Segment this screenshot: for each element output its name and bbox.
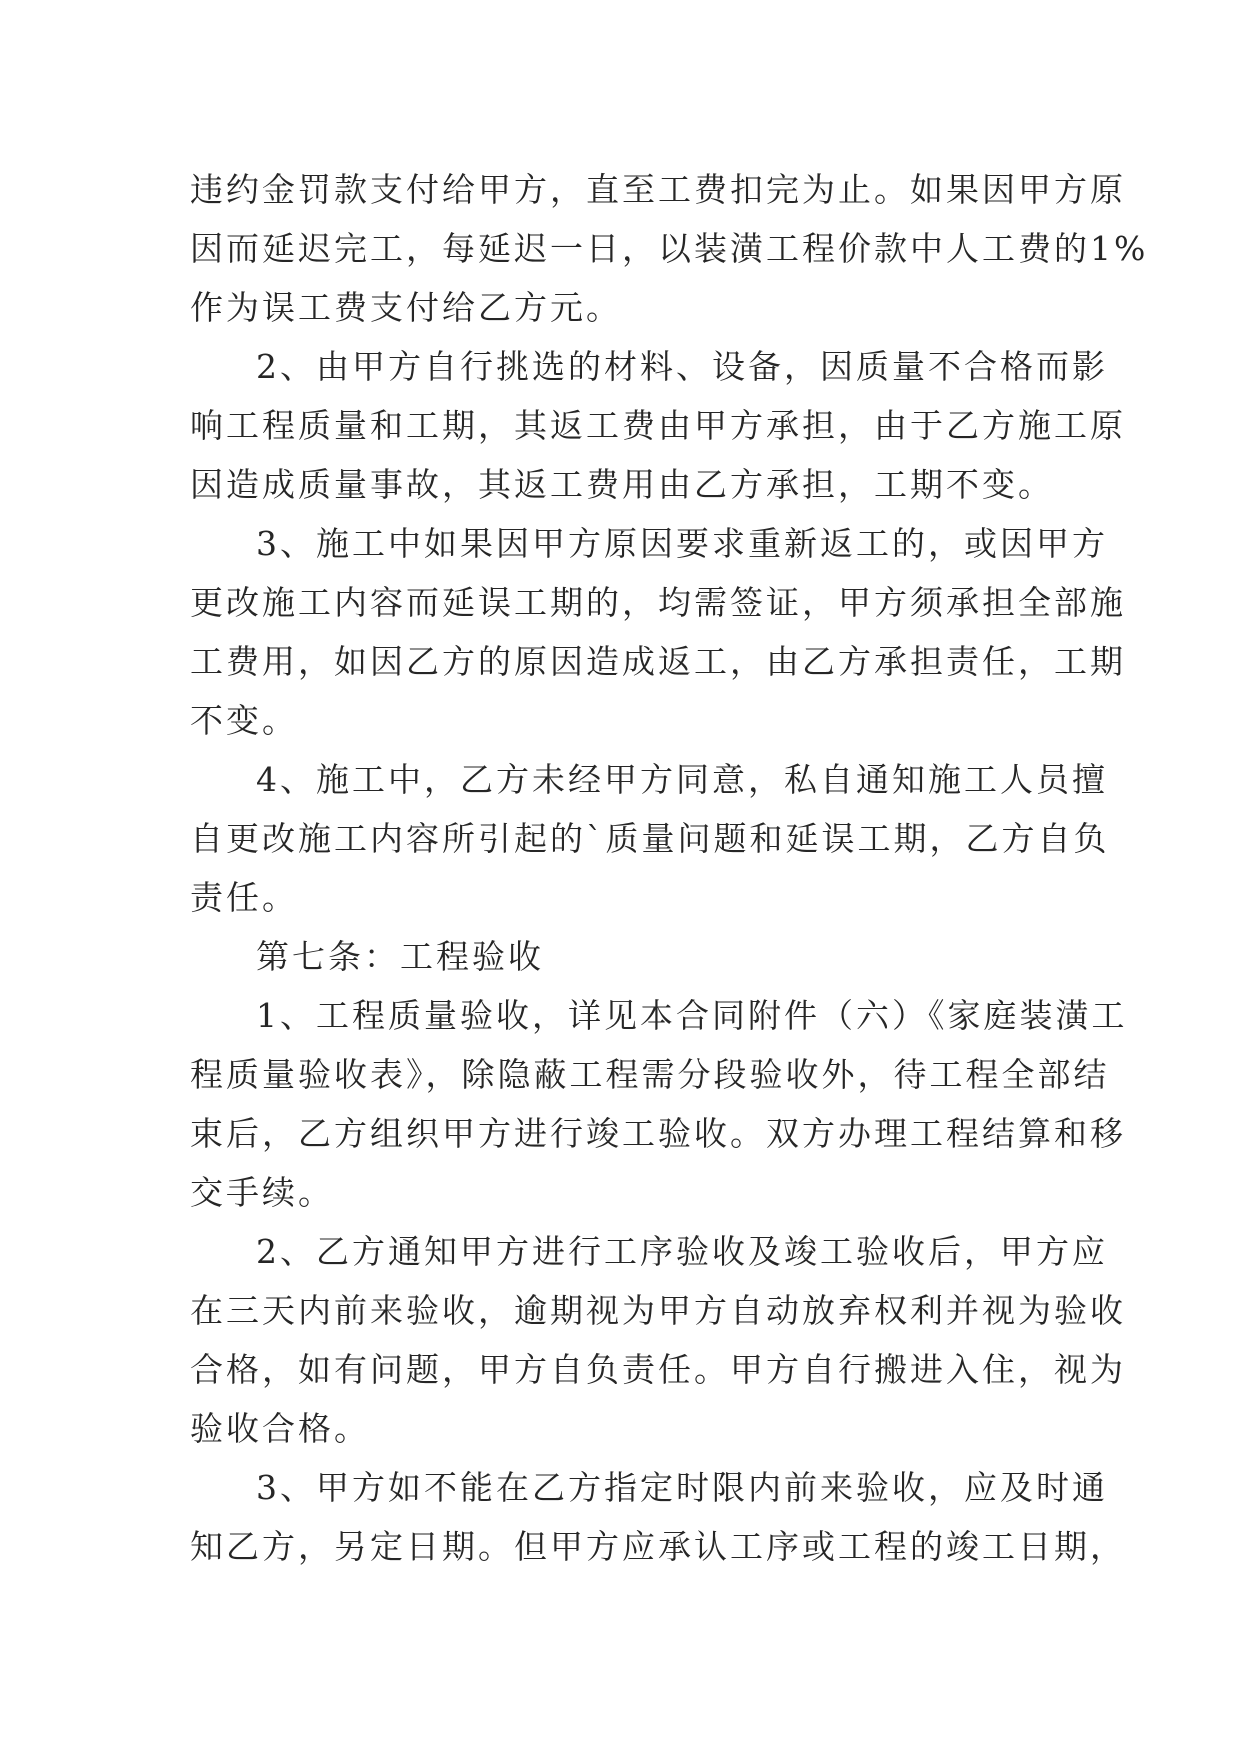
section-heading: 第七条：工程验收 bbox=[256, 937, 544, 976]
text-line: 2、由甲方自行挑选的材料、设备，因质量不合格而影 bbox=[256, 347, 1108, 386]
text-line: 违约金罚款支付给甲方，直至工费扣完为止。如果因甲方原 bbox=[190, 170, 1126, 209]
text-line: 因造成质量事故，其返工费用由乙方承担，工期不变。 bbox=[190, 465, 1054, 504]
text-line: 验收合格。 bbox=[190, 1409, 370, 1448]
text-line: 束后，乙方组织甲方进行竣工验收。双方办理工程结算和移 bbox=[190, 1114, 1126, 1153]
text-line: 3、施工中如果因甲方原因要求重新返工的，或因甲方 bbox=[256, 524, 1108, 563]
text-line: 责任。 bbox=[190, 878, 298, 917]
text-line: 工费用，如因乙方的原因造成返工，由乙方承担责任，工期 bbox=[190, 642, 1126, 681]
text-line: 2、乙方通知甲方进行工序验收及竣工验收后，甲方应 bbox=[256, 1232, 1108, 1271]
text-line: 1、工程质量验收，详见本合同附件（六）《家庭装潢工 bbox=[256, 996, 1128, 1035]
text-line: 交手续。 bbox=[190, 1173, 334, 1212]
contract-body bbox=[190, 160, 1149, 1576]
text-line: 自更改施工内容所引起的`质量问题和延误工期，乙方自负 bbox=[190, 819, 1110, 858]
text-line: 3、甲方如不能在乙方指定时限内前来验收，应及时通 bbox=[256, 1468, 1108, 1507]
text-line: 响工程质量和工期，其返工费由甲方承担，由于乙方施工原 bbox=[190, 406, 1126, 445]
text-line: 合格，如有问题，甲方自负责任。甲方自行搬进入住，视为 bbox=[190, 1350, 1126, 1389]
text-line: 4、施工中，乙方未经甲方同意，私自通知施工人员擅 bbox=[256, 760, 1108, 799]
text-line: 因而延迟完工，每延迟一日，以装潢工程价款中人工费的1% bbox=[190, 229, 1149, 268]
text-line: 更改施工内容而延误工期的，均需签证，甲方须承担全部施 bbox=[190, 583, 1126, 622]
text-line: 作为误工费支付给乙方元。 bbox=[190, 288, 622, 327]
text-line: 不变。 bbox=[190, 701, 298, 740]
text-line: 知乙方，另定日期。但甲方应承认工序或工程的竣工日期， bbox=[190, 1527, 1126, 1566]
text-line: 在三天内前来验收，逾期视为甲方自动放弃权利并视为验收 bbox=[190, 1291, 1126, 1330]
text-line: 程质量验收表》，除隐蔽工程需分段验收外，待工程全部结 bbox=[190, 1055, 1110, 1094]
